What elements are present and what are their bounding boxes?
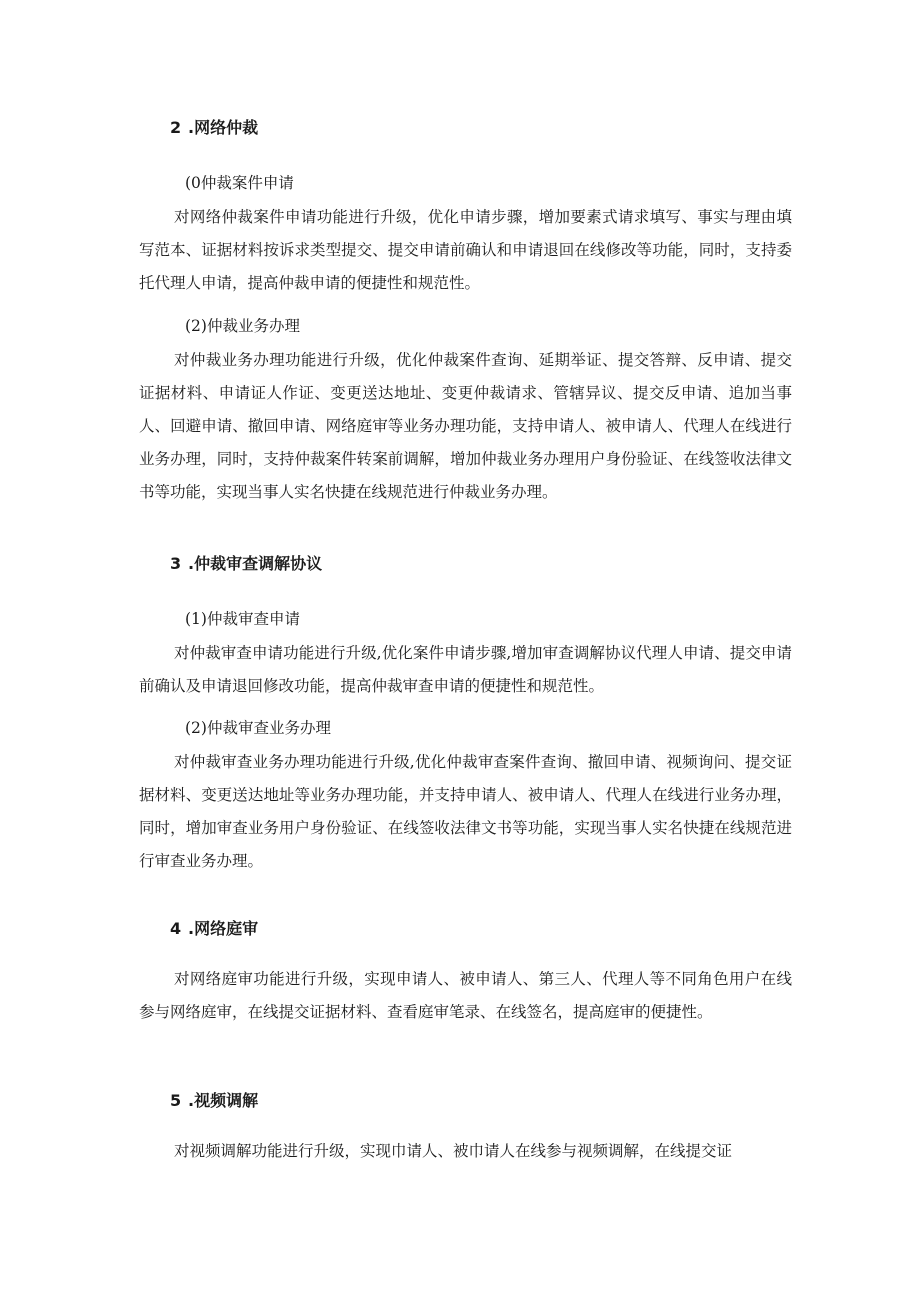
section-5-number: 5 (170, 1091, 182, 1110)
section-2-item-1-label: (0仲裁案件申请 (185, 174, 294, 192)
section-2-item-2-text: 对仲裁业务办理功能进行升级，优化仲裁案件查询、延期举证、提交答辩、反申请、提交证据材料、申请证人作证、变更送达地址、变更仲裁请求、管辖异议、提交反申请、追加当事人、回避申请、撤回申请、网络庭审等业务办理功能，支持申请人、被申请人、代理人在线进行业务办理，同时，支持仲裁案件转案前调解，增加仲裁业务办理用户身份验证、在线签收法律文书等功能，实现当事人实名快捷在线规范进行仲裁业务办理。 (139, 351, 792, 501)
section-5-text: 对视频调解功能进行升级，实现巾请人、被巾请人在线参与视频调解，在线提交证 (174, 1142, 733, 1160)
section-4-number: 4 (170, 919, 182, 938)
section-3-heading (170, 554, 322, 574)
section-3-item-2-label: (2)仲裁审查业务办理 (185, 719, 331, 737)
section-3-item-1-text: 对仲裁审查申请功能进行升级,优化案件申请步骤,增加审查调解协议代理人申请、提交申请前确认及申请退回修改功能，提高仲裁审查申请的便捷性和规范性。 (139, 644, 792, 695)
section-2-number: 2 (170, 118, 182, 137)
section-2-heading (170, 118, 258, 138)
section-5-title: .视频调解 (188, 1091, 259, 1110)
section-2-item-1-text: 对网络仲裁案件申请功能进行升级，优化申请步骤，增加要素式请求填写、事实与理由填写范本、证据材料按诉求类型提交、提交申请前确认和申请退回在线修改等功能，同时，支持委托代理人申请，提高仲裁申请的便捷性和规范性。 (139, 208, 792, 292)
section-4-text: 对网络庭审功能进行升级，实现申请人、被申请人、第三人、代理人等不同角色用户在线参与网络庭审，在线提交证据材料、查看庭审笔录、在线签名，提高庭审的便捷性。 (139, 970, 792, 1021)
section-3-item-1-label: (1)仲裁审查申请 (185, 610, 300, 628)
section-3-title: .仲裁审查调解协议 (188, 554, 323, 573)
section-4-title: .网络庭审 (188, 919, 259, 938)
section-3-item-2-text: 对仲裁审查业务办理功能进行升级,优化仲裁审查案件查询、撤回申请、视频询问、提交证据材料、变更送达地址等业务办理功能，并支持申请人、被申请人、代理人在线进行业务办理，同时，增加审查业务用户身份验证、在线签收法律文书等功能，实现当事人实名快捷在线规范进行审查业务办理。 (139, 753, 792, 870)
section-2-title: .网络仲裁 (188, 118, 259, 137)
section-3-number: 3 (170, 554, 182, 573)
section-4-heading (170, 919, 258, 939)
section-5-heading (170, 1091, 258, 1111)
section-2-item-2-label: (2)仲裁业务办理 (185, 317, 300, 335)
